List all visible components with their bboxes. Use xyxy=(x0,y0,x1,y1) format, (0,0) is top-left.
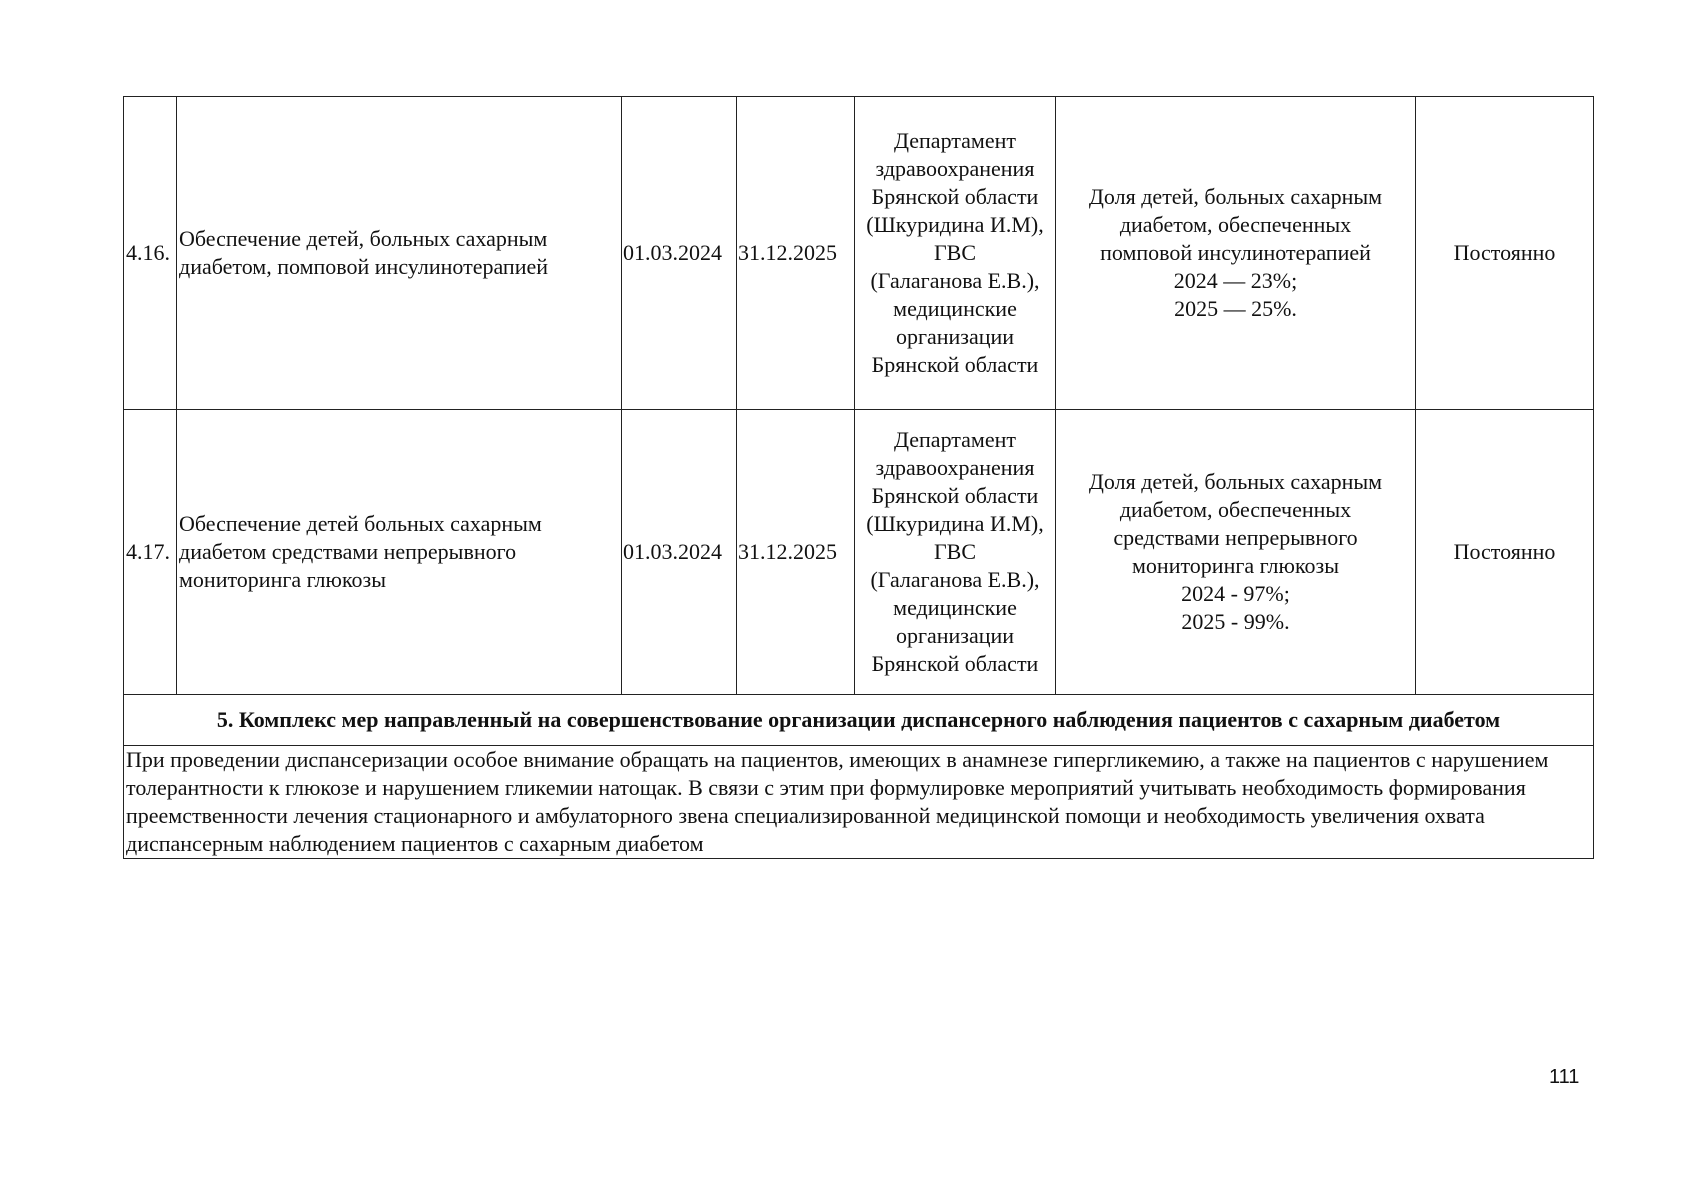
indicator-line: мониторинга глюкозы xyxy=(1132,553,1339,578)
responsible-line: медицинские xyxy=(893,595,1017,620)
responsible-cell xyxy=(855,410,1056,695)
page-number: 111 xyxy=(1549,1066,1580,1088)
row-number: 4.16. xyxy=(124,97,177,410)
indicator-line: 2024 - 97%; xyxy=(1181,581,1290,606)
responsible-line: Брянской области xyxy=(871,651,1039,676)
indicator-line: диабетом, обеспеченных xyxy=(1119,497,1352,522)
start-date: 01.03.2024 xyxy=(622,97,737,410)
section-text: При проведении диспансеризации особое внимание обращать на пациентов, имеющих в анамнезе гипергликемию, а также на пациентов с нарушением толерантности к глюкозе и нарушением гликемии натощак. В связи с этим при формулировке мероприятий учитывать необходимость формирования преемственности лечения стационарного и амбулаторного звена специализированной медицинской помощи и необходимость увеличения охвата диспансерным наблюдением пациентов с сахарным диабетом xyxy=(124,746,1594,859)
periodicity: Постоянно xyxy=(1416,97,1594,410)
responsible-line: здравоохранения xyxy=(875,156,1035,181)
end-date: 31.12.2025 xyxy=(737,410,855,695)
responsible-line: Брянской области xyxy=(871,483,1039,508)
responsible-line: здравоохранения xyxy=(875,455,1035,480)
indicator-line: Доля детей, больных сахарным xyxy=(1088,184,1383,209)
periodicity: Постоянно xyxy=(1416,410,1594,695)
indicator-cell xyxy=(1056,97,1416,410)
responsible-line: (Шкуридина И.М), xyxy=(866,511,1044,536)
measure-title: Обеспечение детей больных сахарным диабетом средствами непрерывного мониторинга глюкозы xyxy=(177,410,622,695)
section-text-row xyxy=(124,746,1594,859)
responsible-line: (Шкуридина И.М), xyxy=(866,212,1044,237)
indicator-line: 2025 - 99%. xyxy=(1181,609,1290,634)
responsible-line: медицинские xyxy=(893,296,1017,321)
indicator-line: помповой инсулинотерапией xyxy=(1100,240,1371,265)
responsible-line: (Галаганова Е.В.), xyxy=(870,268,1040,293)
table-row xyxy=(124,410,1594,695)
responsible-cell xyxy=(855,97,1056,410)
responsible-line: организации xyxy=(895,623,1015,648)
indicator-line: Доля детей, больных сахарным xyxy=(1088,469,1383,494)
section-heading: 5. Комплекс мер направленный на совершенствование организации диспансерного наблюдения пациентов с сахарным диабетом xyxy=(124,695,1594,746)
indicator-line: 2025 — 25%. xyxy=(1174,296,1297,321)
responsible-line: Брянской области xyxy=(871,184,1039,209)
row-number: 4.17. xyxy=(124,410,177,695)
indicator-line: средствами непрерывного xyxy=(1113,525,1358,550)
responsible-line: организации xyxy=(895,324,1015,349)
responsible-line: (Галаганова Е.В.), xyxy=(870,567,1040,592)
indicator-line: 2024 — 23%; xyxy=(1173,268,1298,293)
section-heading-row xyxy=(124,695,1594,746)
responsible-line: ГВС xyxy=(933,240,977,265)
responsible-line: Департамент xyxy=(893,128,1016,153)
responsible-line: Департамент xyxy=(893,427,1016,452)
table-row xyxy=(124,97,1594,410)
measures-table xyxy=(123,96,1594,859)
measure-title: Обеспечение детей, больных сахарным диабетом, помповой инсулинотерапией xyxy=(177,97,622,410)
indicator-line: диабетом, обеспеченных xyxy=(1119,212,1352,237)
responsible-line: ГВС xyxy=(933,539,977,564)
responsible-line: Брянской области xyxy=(871,352,1039,377)
indicator-cell xyxy=(1056,410,1416,695)
start-date: 01.03.2024 xyxy=(622,410,737,695)
end-date: 31.12.2025 xyxy=(737,97,855,410)
